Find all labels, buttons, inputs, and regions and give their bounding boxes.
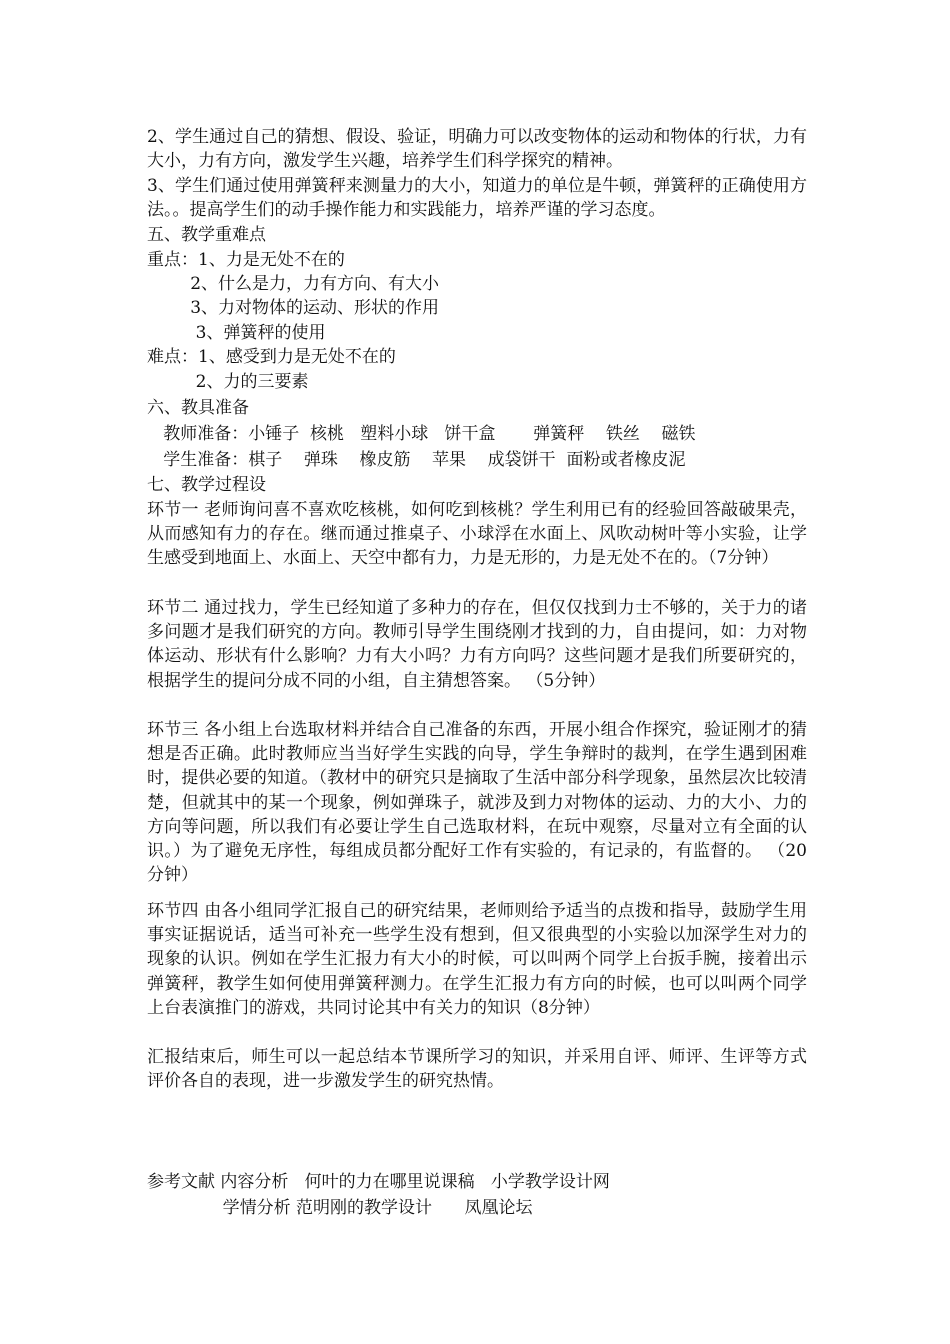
difficult-point-2: 2、力的三要素 (147, 372, 309, 392)
difficult-point-1: 难点：1、感受到力是无处不在的 (147, 347, 396, 367)
key-point-2: 2、什么是力，力有方向、有大小 (147, 274, 440, 294)
section-heading-key-points: 五、教学重难点 (147, 225, 266, 245)
section-heading-materials: 六、教具准备 (147, 398, 249, 418)
references-line-2: 学情分析 范明刚的教学设计 凤凰论坛 (147, 1198, 533, 1218)
key-point-4: 3、弹簧秤的使用 (147, 323, 326, 343)
step-3: 环节三 各小组上台选取材料并结合自己准备的东西，开展小组合作探究，验证刚才的猜想是否正确。此时教师应当当好学生实践的向导，学生争辩时的裁判，在学生遇到困难时，提供必要的知道。（教材中的研究只是摘取了生活中部分科学现象，虽然层次比较清楚，但就其中的某一个现象，例如弹珠子，就涉及到力对物体的运动、力的大小、力的方向等问题，所以我们有必要让学生自己选取材料，在玩中观察，尽量对立有全面的认识。）为了避免无序性，每组成员都分配好工作有实验的，有记录的，有监督的。 （20分钟） (147, 720, 807, 886)
objective-2: 2、学生通过自己的猜想、假设、验证，明确力可以改变物体的运动和物体的行状，力有大小，力有方向，激发学生兴趣，培养学生们科学探究的精神。 (147, 127, 807, 172)
step-2: 环节二 通过找力，学生已经知道了多种力的存在，但仅仅找到力士不够的，关于力的诸多问题才是我们研究的方向。教师引导学生围绕刚才找到的力，自由提问，如：力对物体运动、形状有什么影响？力有大小吗？力有方向吗？这些问题才是我们所要研究的，根据学生的提问分成不同的小组，自主猜想答案。 （5分钟） (147, 598, 807, 691)
section-heading-process: 七、教学过程设 (147, 475, 266, 495)
teacher-materials: 教师准备：小锤子 核桃 塑料小球 饼干盒 弹簧秤 铁丝 磁铁 (147, 424, 696, 444)
references-line-1: 参考文献 内容分析 何叶的力在哪里说课稿 小学教学设计网 (147, 1172, 610, 1192)
key-point-1: 重点：1、力是无处不在的 (147, 250, 345, 270)
step-4: 环节四 由各小组同学汇报自己的研究结果，老师则给予适当的点拨和指导，鼓励学生用事实证据说话，适当可补充一些学生没有想到，但又很典型的小实验以加深学生对力的现象的认识。例如在学生汇报力有大小的时候，可以叫两个同学上台扳手腕，接着出示弹簧秤，教学生如何使用弹簧秤测力。在学生汇报力有方向的时候，也可以叫两个同学上台表演推门的游戏，共同讨论其中有关力的知识（8分钟） (147, 901, 807, 1018)
summary: 汇报结束后，师生可以一起总结本节课所学习的知识，并采用自评、师评、生评等方式评价各自的表现，进一步激发学生的研究热情。 (147, 1047, 807, 1092)
step-1: 环节一 老师询问喜不喜欢吃核桃，如何吃到核桃？学生利用已有的经验回答敲破果壳，从而感知有力的存在。继而通过推桌子、小球浮在水面上、风吹动树叶等小实验，让学生感受到地面上、水面上、天空中都有力，力是无形的，力是无处不在的。（7分钟） (147, 500, 807, 569)
objective-3: 3、学生们通过使用弹簧秤来测量力的大小，知道力的单位是牛顿，弹簧秤的正确使用方法。。提高学生们的动手操作能力和实践能力，培养严谨的学习态度。 (147, 176, 807, 221)
key-point-3: 3、力对物体的运动、形状的作用 (147, 298, 440, 318)
student-materials: 学生准备：棋子 弹珠 橡皮筋 苹果 成袋饼干 面粉或者橡皮泥 (147, 450, 686, 470)
